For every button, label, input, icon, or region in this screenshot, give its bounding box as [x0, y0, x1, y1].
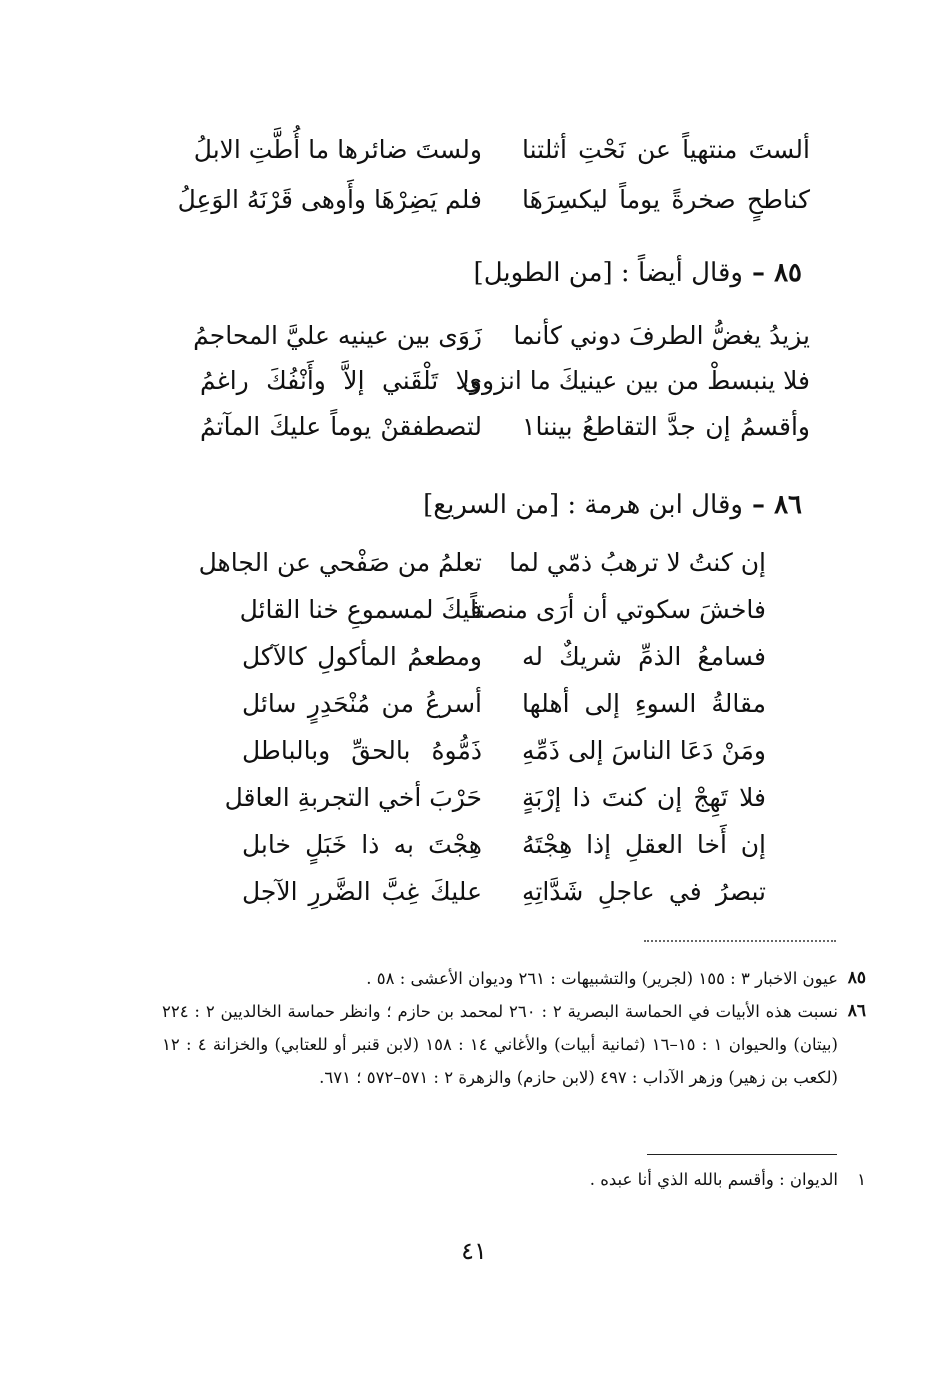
source-number: ٨٥ [847, 968, 866, 988]
first-hemistich: وأقسمُ إن جدَّ التقاطعُ بيننا١ [522, 412, 810, 441]
second-hemistich: ولستَ ضائرها ما أُطَّتِ الابلُ [193, 135, 482, 164]
verse-line [242, 869, 766, 915]
verse-line [177, 177, 810, 223]
footnote-number: ١ [857, 1170, 866, 1189]
source-text: عيون الاخبار ٣ : ١٥٥ (لجرير) والتشبيهات : ٢٦١ وديوان الأعشى : ٥٨ . [366, 969, 838, 988]
second-hemistich: ولا تَلْقَني إلاَّ وأَنْفُكَ راغمُ [200, 366, 482, 395]
verse-line [198, 540, 766, 586]
second-hemistich: لتصطفقنْ يوماً عليكَ المآتمُ [200, 412, 482, 441]
first-hemistich: مقالةُ السوءِ إلى أهلها [522, 689, 766, 718]
section-number: ٨٥ – [752, 258, 802, 288]
section-86-heading [423, 482, 802, 528]
first-hemistich: ومَنْ دَعَا الناسَ إلى ذَمِّهِ [522, 736, 766, 765]
second-hemistich: زَوَى بين عينيه عليَّ المحاجمُ [193, 321, 482, 350]
verse-line [239, 587, 766, 633]
second-hemistich: فيكَ لمسموعِ خنا القائل [239, 595, 482, 624]
first-hemistich: فلا تَهِجْ إن كنتَ ذا إرْبَةٍ [522, 783, 766, 812]
verse-line [200, 404, 810, 450]
footnote-text: الديوان : وأقسم بالله الذي أنا عبده . [589, 1170, 838, 1189]
first-hemistich: فسامعُ الذمِّ شريكٌ له [522, 642, 766, 671]
second-hemistich: أسرعُ من مُنْحَدِرٍ سائل [242, 689, 482, 718]
first-hemistich: يزيدُ يغضُّ الطرفَ دوني كأنما [513, 321, 810, 350]
source-text: نسبت هذه الأبيات في الحماسة البصرية ٢ : ٢٦٠ لمحمد بن حازم ؛ وانظر حماسة الخالديين ٢ : ٢٢٤ (بيتان) والحيوان ١ : ١٥–١٦ (ثمانية أبيات) والأغاني ١٤ : ١٥٨ (لابن قنبر أو للعتابي) والخزانة ٤ : ١٢ (لكعب بن زهير) وزهر الآداب : ٤٩٧ (لابن حازم) والزهرة ٢ : ٥٧١–٥٧٢ ؛ ٦٧١. [162, 1002, 838, 1087]
section-intro: وقال أيضاً : [من الطويل] [473, 258, 743, 288]
first-hemistich: كناطحٍ صخرةً يوماً ليكسِرَهَا [522, 185, 810, 214]
second-hemistich: ذَمُّوهُ بالحقِّ وبالباطل [242, 736, 482, 765]
first-hemistich: إن أَخا العقلِ إذا هِجْتَهُ [522, 830, 766, 859]
second-hemistich: عليكَ غِبَّ الضَّررِ الآجل [242, 877, 482, 906]
second-hemistich: حَرْبَ أخي التجربةِ العاقل [224, 783, 482, 812]
verse-line [200, 358, 810, 404]
second-hemistich: فلم يَضِرْهَا وأَوهى قَرْنَهُ الوَعِلُ [177, 185, 482, 214]
second-hemistich: تعلمُ من صَفْحي عن الجاهل [198, 548, 482, 577]
first-hemistich: تبصرُ في عاجلِ شَدَّاتِهِ [522, 877, 766, 906]
verse-line [224, 775, 766, 821]
second-hemistich: هِجْتَ به ذا خَبَلٍ خابل [242, 830, 482, 859]
first-hemistich: ألستَ منتهياً عن نَحْتِ أثلتنا [522, 135, 810, 164]
verse-line [242, 822, 766, 868]
sources-divider [644, 940, 836, 942]
first-hemistich: فلا ينبسطْ من بين عينيكَ ما انزوى [462, 366, 810, 395]
second-hemistich: ومطعمُ المأكولِ كالآكل [242, 642, 482, 671]
verse-line [193, 313, 810, 359]
verse-line [242, 634, 766, 680]
source-note-85 [162, 962, 866, 995]
first-hemistich: إن كنتُ لا ترهبُ ذمّي لما [509, 548, 766, 577]
page-number: ٤١ [461, 1237, 487, 1265]
footnote [589, 1168, 866, 1192]
section-number: ٨٦ – [752, 490, 802, 520]
section-intro: وقال ابن هرمة : [من السريع] [423, 490, 743, 520]
verse-line [242, 728, 766, 774]
source-note-86 [162, 995, 866, 1094]
verse-line [193, 127, 810, 173]
source-number: ٨٦ [847, 1001, 866, 1021]
verse-line [242, 681, 766, 727]
section-85-heading [474, 250, 802, 296]
footnote-divider [647, 1154, 837, 1155]
first-hemistich: فاخشَ سكوتي أن أرَى منصتاً [470, 595, 766, 624]
